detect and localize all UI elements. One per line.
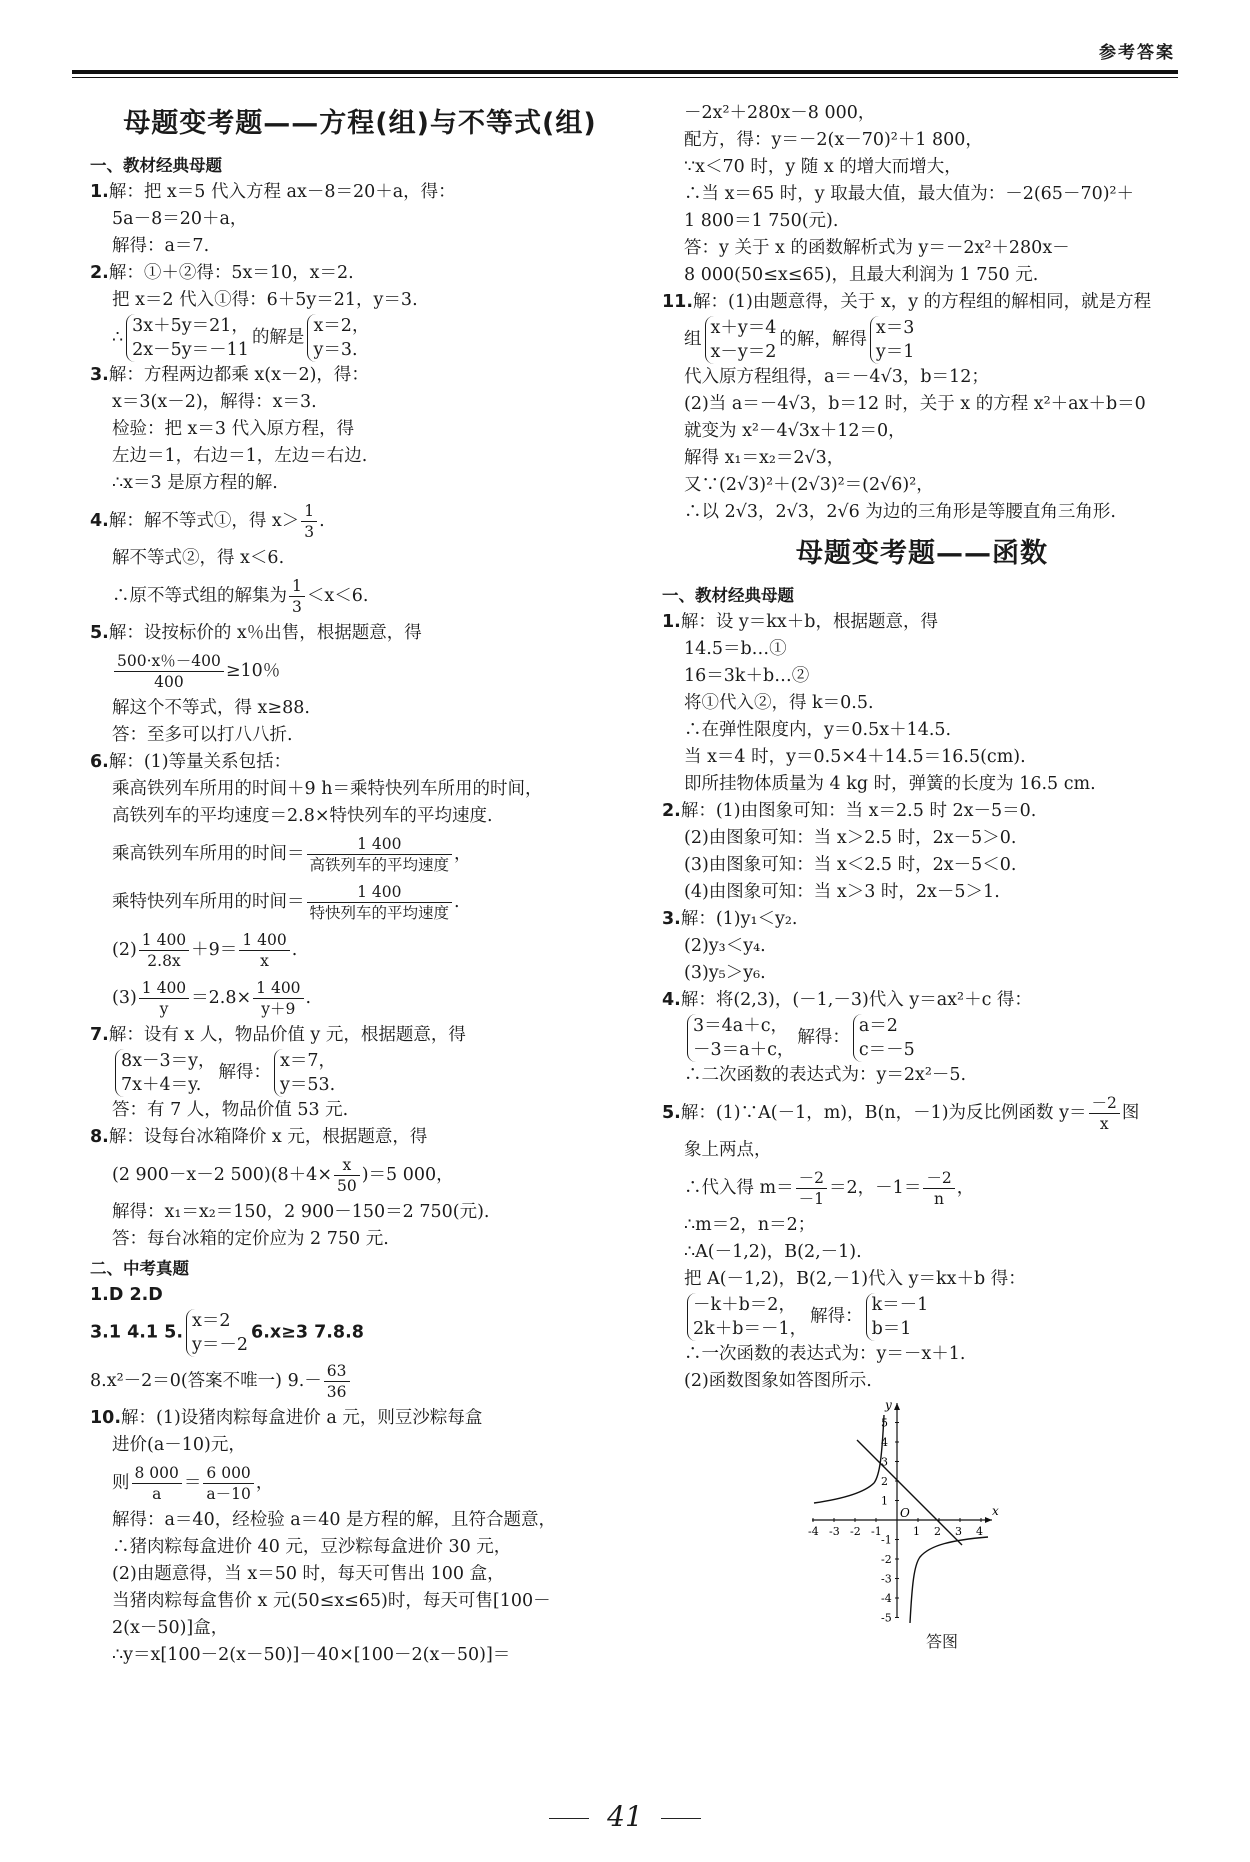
answer-10: 10.解：(1)设猪肉粽每盒进价 a 元，则豆沙粽每盒 — [90, 1408, 483, 1428]
x-axis-label: x — [992, 1504, 999, 1518]
subsection-title: 一、教材经典母题 — [662, 586, 794, 605]
header-rule — [72, 70, 1178, 74]
page-number: 41 — [0, 1800, 1250, 1833]
section-title: 母题变考题——函数 — [796, 538, 1048, 569]
coordinate-plane — [802, 1395, 1002, 1625]
hyperbola-branch-upper — [814, 1415, 884, 1503]
origin-label: O — [900, 1506, 910, 1520]
answer-f2: 2.解：(1)由图象可知：当 x＝2.5 时 2x－5＝0. — [662, 801, 1037, 821]
x-tick-label: -3 — [829, 1525, 840, 1538]
y-tick-label: 5 — [881, 1416, 888, 1430]
right-column: －2x²＋280x－8 000， 配方，得：y＝－2(x－70)²＋1 800， ∵x＜70 时，y 随 x 的增大而增大， ∴当 x＝65 时，y 取最大值，最大值为：－2(65－70)²＋ 1 800＝1 750(元). 答：y 关于 x 的函数解析式为 y＝－2x²＋280x－ 8 000(50≤x≤65)，且最大利润为 1 750 元. 11.解：(1)由题意得，关于 x，y 的方程组的解相同，就是方程 组 x＋y＝4 x－y＝2 的解，解得 x＝3 y＝1 代入原方程组得，a＝－4√3，b＝12； (2)当 a＝－4√3，b＝12 时，关于 x 的方程 x²＋ax＋b＝0 就变为 x²－4√3x＋12＝0， 解得 x₁＝x₂＝2√3， 又∵(2√3)²＋(2√3)²＝(2√6)²， ∴以 2√3，2√3，2√6 为边的三角形是等腰直角三角形. 母题变考题——函数 一、教材经典母题 1.解：设 y＝kx＋b，根据题意，得 14.5＝b…① 16＝3k＋b…② 将①代入②，得 k＝0.5. ∴在弹性限度内，y＝0.5x＋14.5. 当 x＝4 时，y＝0.5×4＋14.5＝16.5(cm). 即所挂物体质量为 4 kg 时，弹簧的长度为 16.5 cm. 2.解：(1)由图象可知：当 x＝2.5 时 2x－5＝0. (2)由图象可知：当 x＞2.5 时，2x－5＞0. (3)由图象可知：当 x＜2.5 时，2x－5＜0. (4)由图象可知：当 x＞3 时，2x－5＞1. 3.解：(1)y₁＜y₂. (2)y₃＜y₄. (3)y₅＞y₆. 4.解：将(2,3)，(－1,－3)代入 y＝ax²＋c 得： 3＝4a＋c， －3＝a＋c， 解得： a＝2 c＝－5 ∴二次函数的表达式为：y＝2x²－5. 5.解：(1)∵A(－1，m)，B(n，－1)为反比例函数 y＝ $\frac{-2}{x}$ 图 象上两点， ∴代入得 m＝ $\frac{-2}{-1}$ ＝2，－1＝ $\frac{-2}{n}$ ， ∴m＝2，n＝2； ∴A(－1,2)，B(2,－1). 把 A(－1,2)，B(2,－1)代入 y＝kx＋b 得： －k＋b＝2， 2k＋b＝－1， 解得： k＝－1 b＝1 ∴一次函数的表达式为：y＝－x＋1. (2)函数图象如答图所示. -4 -3 -2 -1 1 2 3 4 5 4 3 2 1 -1 -2 -3 -4 -5 x y O 答图 — [662, 100, 1182, 1655]
figure-caption: 答图 — [925, 1632, 958, 1651]
y-tick-label: 2 — [881, 1475, 888, 1488]
x-tick-label: 2 — [934, 1525, 941, 1538]
answer-6: 6.解：(1)等量关系包括： — [90, 752, 292, 772]
page-header-label: 参考答案 — [1099, 43, 1175, 63]
header-rule-thin — [72, 77, 1178, 78]
answer-5: 5.解：设按标价的 x％出售，根据题意，得 — [90, 623, 422, 643]
y-tick-label: -2 — [881, 1553, 892, 1566]
answer-f4: 4.解：将(2,3)，(－1,－3)代入 y＝ax²＋c 得： — [662, 990, 1032, 1010]
answer-line: 3.1 4.1 5. x＝2 y＝－2 6.x≥3 7.8.8 — [90, 1311, 364, 1355]
answer-f3: 3.解：(1)y₁＜y₂. — [662, 909, 798, 929]
subsection-title: 一、教材经典母题 — [90, 156, 222, 175]
answer-3: 3.解：方程两边都乘 x(x－2)，得： — [90, 365, 369, 385]
y-tick-label: -5 — [881, 1611, 892, 1625]
answer-f5: 5.解：(1)∵A(－1，m)，B(n，－1)为反比例函数 y＝ $\frac{-2}{x}$ 图 — [662, 1094, 1140, 1133]
answer-7: 7.解：设有 x 人，物品价值 y 元，根据题意，得 — [90, 1025, 466, 1045]
y-tick-label: -3 — [881, 1572, 892, 1586]
y-tick-label: 3 — [881, 1455, 888, 1469]
y-tick-label: -4 — [881, 1592, 892, 1605]
x-tick-label: -2 — [850, 1525, 861, 1538]
answer-line: 1.D 2.D — [90, 1285, 163, 1305]
answer-1: 1.解：把 x＝5 代入方程 ax－8＝20＋a，得： — [90, 182, 456, 202]
x-tick-label: 4 — [976, 1525, 983, 1538]
left-column: 母题变考题——方程(组)与不等式(组) 一、教材经典母题 1.解：把 x＝5 代入方程 ax－8＝20＋a，得： 5a－8＝20＋a， 解得：a＝7. 2.解：①＋②得：5x＝10，x＝2. 把 x＝2 代入①得：6＋5y＝21，y＝3. ∴ 3x＋5y＝21， 2x－5y＝－11 的解是 x＝2， y＝3. 3.解：方程两边都乘 x(x－2)，得： x＝3(x－2)，解得：x＝3. 检验：把 x＝3 代入原方程，得 左边＝1，右边＝1，左边＝右边. ∴x＝3 是原方程的解. 4.解：解不等式①，得 x＞ $\frac{1}{3}$ . 解不等式②，得 x＜6. ∴原不等式组的解集为 $\frac{1}{3}$ ＜x＜6. 5.解：设按标价的 x％出售，根据题意，得 $\frac{500\cdot x\%-400}{400}$ ≥10％ 解这个不等式，得 x≥88. 答：至多可以打八八折. 6.解：(1)等量关系包括： 乘高铁列车所用的时间＋9 h＝乘特快列车所用的时间， 高铁列车的平均速度＝2.8×特快列车的平均速度. 乘高铁列车所用的时间＝ $\frac{1 400}{\text{高铁列车的平均速度}}$ ， 乘特快列车所用的时间＝ $\frac{1 400}{\text{特快列车的平均速度}}$ . (2) $\frac{1 400}{2.8x}$ ＋9＝ $\frac{1 400}{x}$ . (3) $\frac{1 400}{y}$ ＝2.8× $\frac{1 400}{y+9}$ . 7.解：设有 x 人，物品价值 y 元，根据题意，得 8x－3＝y， 7x＋4＝y. 解得： x＝7， y＝53. 答：有 7 人，物品价值 53 元. 8.解：设每台冰箱降价 x 元，根据题意，得 (2 900－x－2 500)(8＋4× $\frac{x}{50}$ )＝5 000， 解得：x₁＝x₂＝150，2 900－150＝2 750(元). 答：每台冰箱的定价应为 2 750 元. 二、中考真题 1.D 2.D 3.1 4.1 5. x＝2 y＝－2 6.x≥3 7.8.8 8.x²－2＝0(答案不唯一) 9.－ $\frac{63}{36}$ 10.解：(1)设猪肉粽每盒进价 a 元，则豆沙粽每盒 进价(a－10)元， 则 $\frac{8 000}{a}$ ＝ $\frac{6 000}{a-10}$ ， 解得：a＝40，经检验 a＝40 是方程的解，且符合题意， ∴猪肉粽每盒进价 40 元，豆沙粽每盒进价 30 元， (2)由题意得，当 x＝50 时，每天可售出 100 盒， 当猪肉粽每盒售价 x 元(50≤x≤65)时，每天可售[100－ 2(x－50)]盒， ∴y＝x[100－2(x－50)]－40×[100－2(x－50)]＝ — [90, 96, 630, 1669]
answer-2: 2.解：①＋②得：5x＝10，x＝2. — [90, 263, 354, 283]
x-tick-label: 3 — [955, 1525, 962, 1538]
y-tick-label: 1 — [881, 1494, 888, 1508]
answer-f1: 1.解：设 y＝kx＋b，根据题意，得 — [662, 612, 938, 632]
hyperbola-branch-lower — [910, 1537, 988, 1623]
x-axis-arrow — [985, 1517, 992, 1523]
x-tick-label: -1 — [871, 1525, 882, 1538]
answer-line: 8.x²－2＝0(答案不唯一) 9.－ $\frac{63}{36}$ — [90, 1357, 630, 1405]
y-axis-arrow — [894, 1403, 900, 1410]
y-tick-label: -1 — [881, 1533, 892, 1547]
section-title: 母题变考题——方程(组)与不等式(组) — [123, 108, 597, 139]
y-axis-label: y — [885, 1398, 892, 1412]
answer-8: 8.解：设每台冰箱降价 x 元，根据题意，得 — [90, 1127, 428, 1147]
x-tick-label: -4 — [808, 1525, 819, 1538]
answer-11: 11.解：(1)由题意得，关于 x，y 的方程组的解相同，就是方程 — [662, 292, 1152, 312]
function-graph — [802, 1395, 1102, 1655]
subsection-title: 二、中考真题 — [90, 1259, 189, 1278]
y-tick-label: 4 — [881, 1436, 888, 1449]
answer-4: 4.解：解不等式①，得 x＞ $\frac{1}{3}$ . — [90, 502, 325, 541]
x-tick-label: 1 — [913, 1525, 920, 1538]
